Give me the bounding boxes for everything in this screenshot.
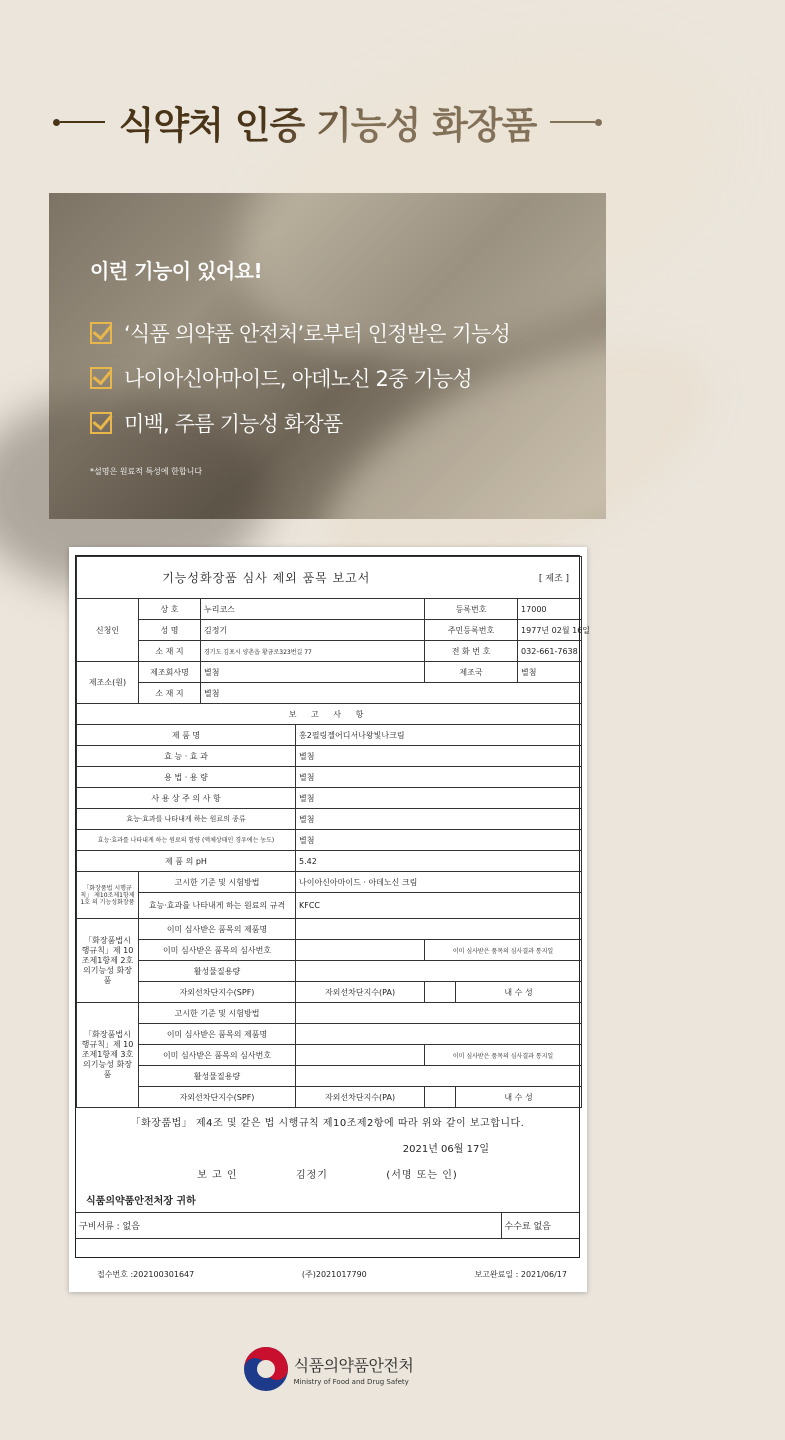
feature-item: 나이아신아마이드, 아데노신 2중 기능성	[90, 365, 586, 391]
representative-name: 김정기	[201, 620, 425, 641]
field-label: 제 품 명	[77, 725, 296, 746]
field-value: 별첨	[296, 788, 582, 809]
title-ornament-left	[53, 119, 105, 126]
field-label: 이미 심사받은 품목의 심사결과 통지일	[425, 940, 582, 961]
field-value	[296, 1024, 582, 1045]
feature-banner	[49, 193, 606, 519]
banner-heading: 이런 기능이 있어요!	[90, 259, 263, 283]
checkbox-icon	[90, 412, 112, 434]
field-value: 별첨	[201, 662, 425, 683]
feature-item: ‘식품 의약품 안전처’로부터 인정받은 기능성	[90, 320, 586, 346]
field-label: 전 화 번 호	[425, 641, 518, 662]
field-label: 소 재 지	[139, 641, 201, 662]
field-label: 이미 심사받은 품목의 심사번호	[139, 940, 296, 961]
phone-number: 032-661-7638	[518, 641, 582, 662]
reporter-line	[76, 1160, 579, 1186]
field-label: 성 명	[139, 620, 201, 641]
field-value	[296, 919, 582, 940]
field-label: 용 법 · 용 량	[77, 767, 296, 788]
field-label: 자외선차단지수(PA)	[296, 1087, 425, 1108]
receipt-number: 접수번호 :202100301647	[97, 1270, 195, 1279]
report-document	[69, 547, 591, 1292]
rule-section-label: 「화장품법 시행규칙」 제10조제1항제1호 의 기능성화장품	[77, 872, 139, 919]
ph-value: 5.42	[296, 851, 582, 872]
report-title: 기능성화장품 심사 제외 품목 보고서	[77, 557, 456, 599]
field-value	[296, 1066, 582, 1087]
report-form	[75, 555, 591, 1258]
field-label: 내 수 성	[456, 1087, 582, 1108]
company-name: 누리코스	[201, 599, 425, 620]
rule-section-label: 「화장품법시 행규칙」제 10조제1항제 3호의기능성 화장품	[77, 1003, 139, 1108]
report-statement: 「화장품법」 제4조 및 같은 법 시행규칙 제10조제2항에 따라 위와 같이 보고합니다.	[130, 1117, 525, 1129]
field-value	[425, 982, 456, 1003]
field-label: 자외선차단지수(SPF)	[139, 1087, 296, 1108]
registration-number: 17000	[518, 599, 582, 620]
field-value	[296, 940, 425, 961]
signature-note: (서명 또는 인)	[386, 1169, 458, 1181]
field-label: 활성물질용량	[139, 1066, 296, 1087]
fee: 수수료 없음	[501, 1213, 579, 1239]
field-label: 상 호	[139, 599, 201, 620]
field-label: 효능·효과를 나타내게 하는 원료의 함량 (액체상태인 경우에는 농도)	[77, 830, 296, 851]
report-type-tag: [ 제조 ]	[456, 557, 582, 599]
attachments: 구비서류 : 없음	[76, 1213, 501, 1239]
applicant-label: 신청인	[77, 599, 139, 662]
field-value: 별첨	[518, 662, 582, 683]
reporter-name: 김정기	[295, 1169, 328, 1181]
field-label: 이미 심사받은 품목의 제품명	[139, 1024, 296, 1045]
test-method-value: 나이아신아마이드 · 아데노신 크림	[296, 872, 582, 893]
field-value: 별첨	[296, 830, 582, 851]
field-label: 효능·효과를 나타내게 하는 원료의 규격	[139, 893, 296, 919]
field-label: 자외선차단지수(SPF)	[139, 982, 296, 1003]
field-label: 제조국	[425, 662, 518, 683]
address: 경기도 김포시 양촌읍 황금로323번길 77	[201, 641, 425, 662]
page-title: 식약처 인증 기능성 화장품	[118, 104, 537, 147]
checkbox-icon	[90, 367, 112, 389]
field-label: 소 재 지	[139, 683, 201, 704]
field-value	[296, 1045, 425, 1066]
field-label: 주민등록번호	[425, 620, 518, 641]
spec-value: KFCC	[296, 893, 582, 919]
field-label: 이미 심사받은 품목의 심사결과 통지일	[425, 1045, 582, 1066]
completion-date: 보고완료일 : 2021/06/17	[474, 1270, 567, 1279]
rule-section-label: 「화장품법시 행규칙」제 10조제1항제 2호의기능성 화장품	[77, 919, 139, 1003]
field-label: 자외선차단지수(PA)	[296, 982, 425, 1003]
reporter-label: 보 고 인	[197, 1169, 238, 1181]
report-section-header: 보 고 사 항	[77, 704, 582, 725]
feature-item: 미백, 주름 기능성 화장품	[90, 410, 586, 436]
field-label: 고시한 기준 및 시험방법	[139, 1003, 296, 1024]
feature-list	[90, 320, 586, 436]
field-label: 효능·효과를 나타내게 하는 원료의 종류	[77, 809, 296, 830]
org-name-english: Ministry of Food and Drug Safety	[293, 1377, 409, 1386]
taegeuk-emblem-icon	[242, 1345, 290, 1393]
field-value	[296, 1003, 582, 1024]
reference-number: (주)2021017790	[301, 1270, 367, 1279]
banner-note: *설명은 원료적 특성에 한합니다	[90, 467, 203, 476]
field-value: 별첨	[296, 767, 582, 788]
report-date: 2021년 06월 17일	[402, 1143, 489, 1155]
product-name: 홍2필링젤어디서나왕빛나크림	[296, 725, 582, 746]
field-value: 별첨	[296, 746, 582, 767]
recipient: 식품의약품안전처장 귀하	[86, 1195, 196, 1207]
checkbox-icon	[90, 322, 112, 344]
field-label: 활성물질용량	[139, 961, 296, 982]
receipt-info	[97, 1269, 567, 1280]
field-value: 별첨	[296, 809, 582, 830]
mfds-logo	[0, 1345, 655, 1393]
org-name-korean: 식품의약품안전처	[293, 1355, 414, 1375]
field-label: 등록번호	[425, 599, 518, 620]
field-value	[296, 961, 582, 982]
field-label: 이미 심사받은 품목의 심사번호	[139, 1045, 296, 1066]
field-label: 제조회사명	[139, 662, 201, 683]
birth-date: 1977년 02월 16일	[518, 620, 582, 641]
field-label: 고시한 기준 및 시험방법	[139, 872, 296, 893]
field-label: 이미 심사받은 품목의 제품명	[139, 919, 296, 940]
manufacturer-label: 제조소(원)	[77, 662, 139, 704]
field-value: 별첨	[201, 683, 582, 704]
field-label: 효 능 · 효 과	[77, 746, 296, 767]
field-label: 내 수 성	[456, 982, 582, 1003]
field-value	[425, 1087, 456, 1108]
field-label: 제 품 의 pH	[77, 851, 296, 872]
field-label: 사 용 상 주 의 사 항	[77, 788, 296, 809]
